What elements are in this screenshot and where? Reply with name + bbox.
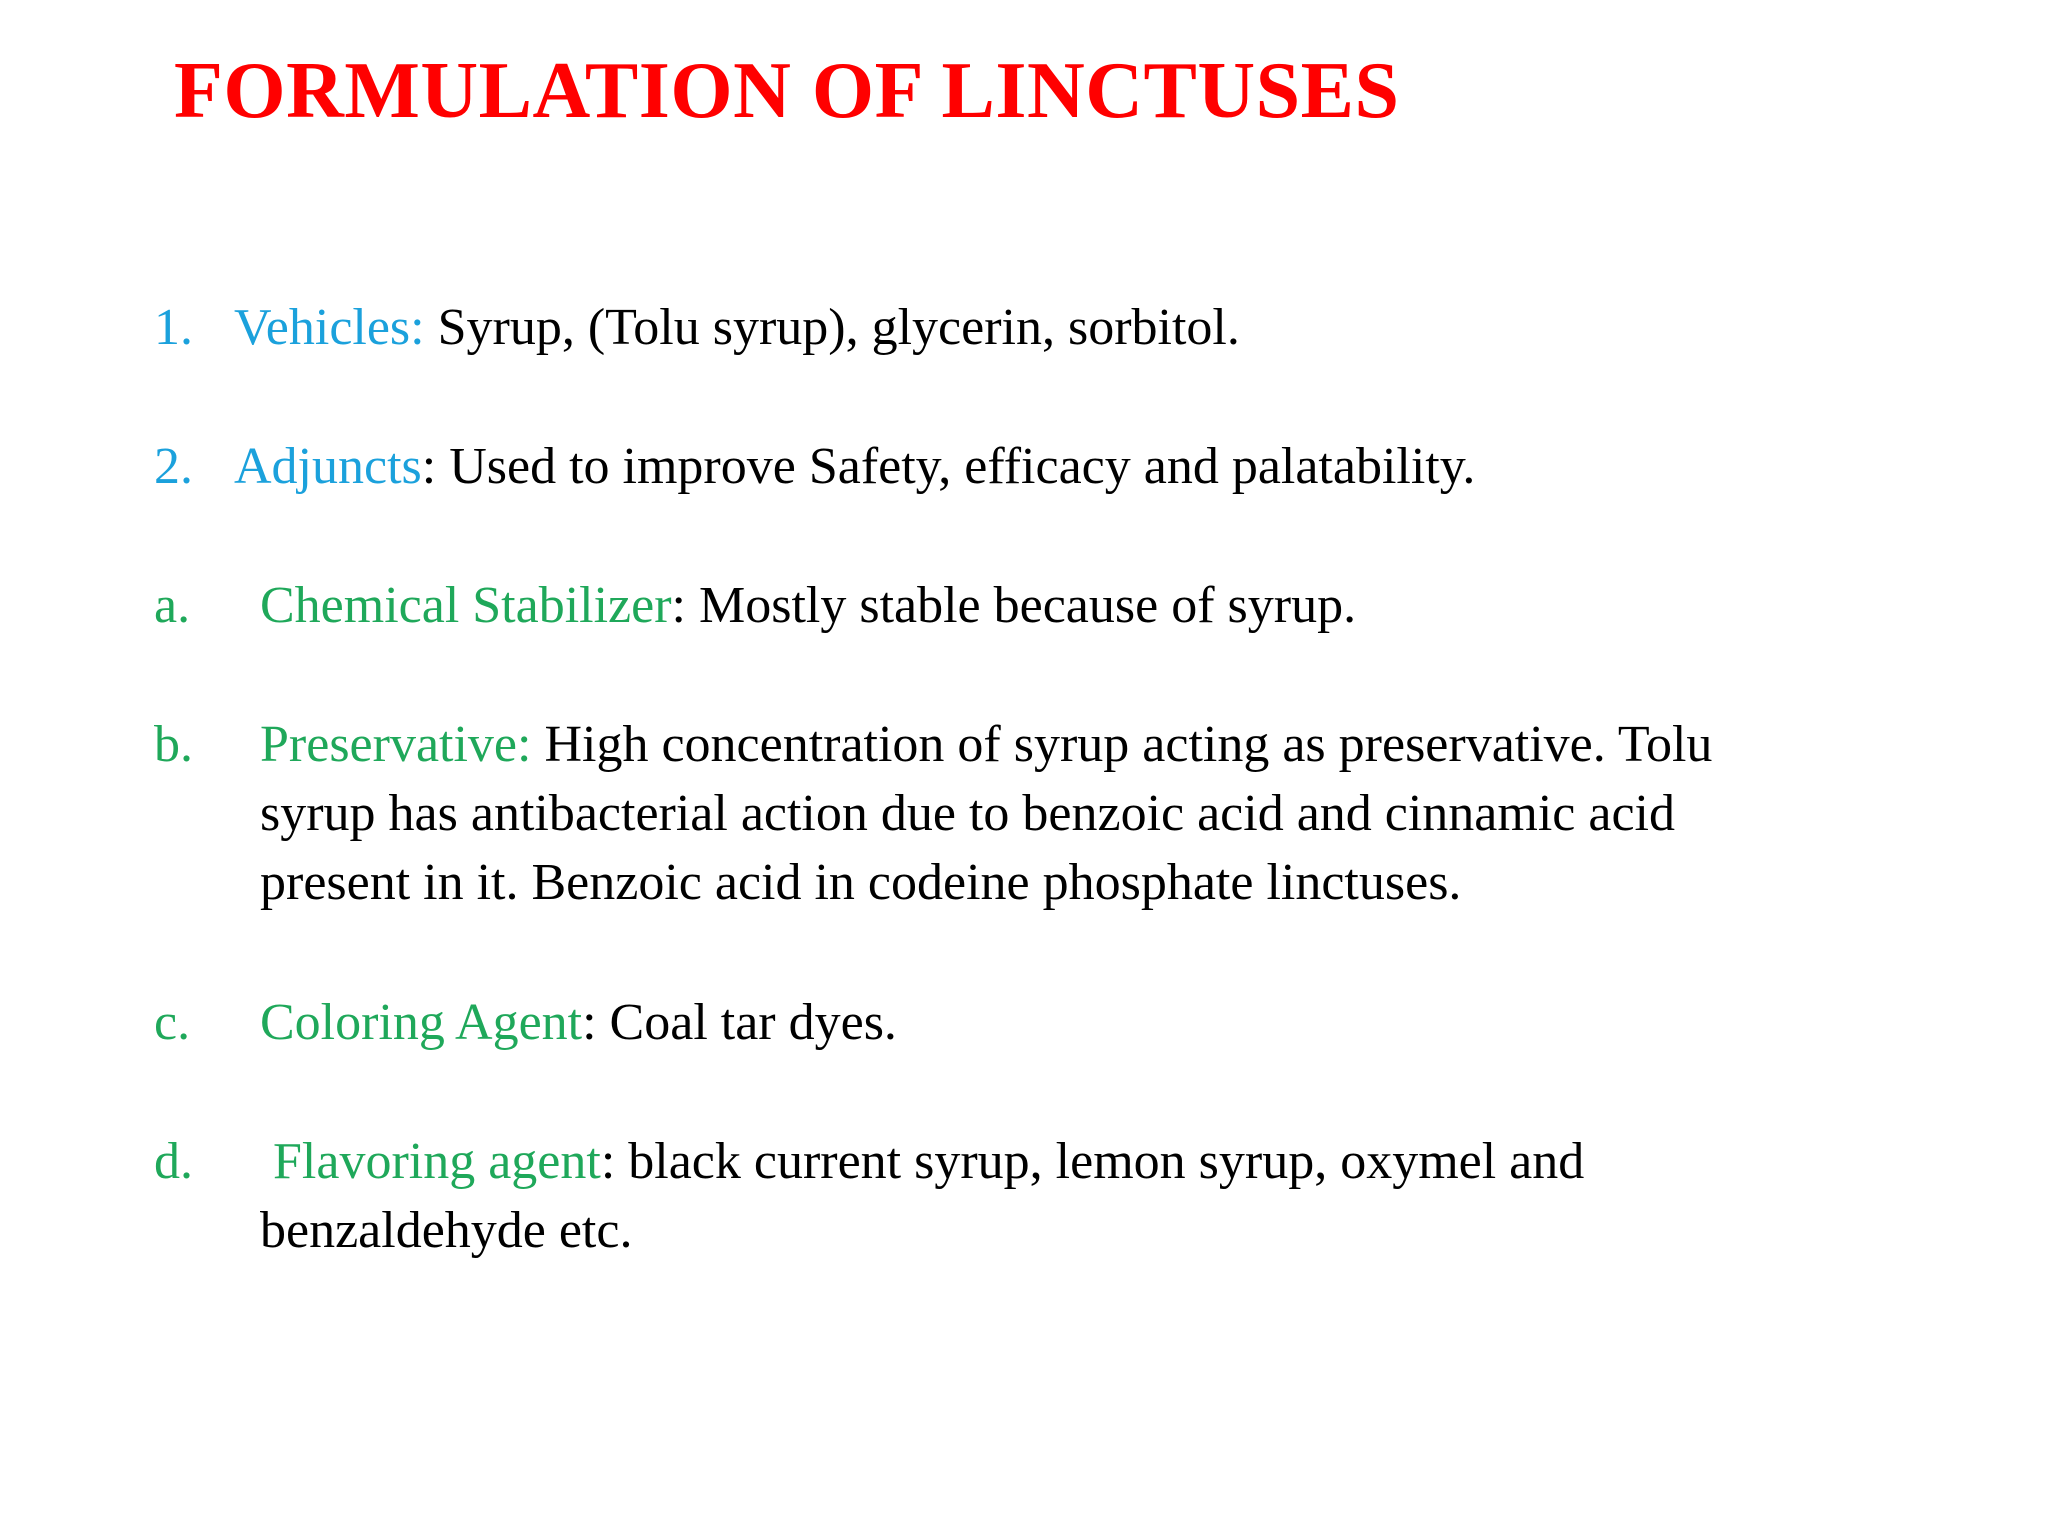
item-text: : Mostly stable because of syrup.	[671, 577, 1357, 634]
list-marker: d.	[154, 1133, 193, 1190]
item-text: : Used to improve Safety, efficacy and palatability.	[421, 438, 1476, 495]
list-item-chemical-stabilizer	[154, 572, 1356, 640]
list-item-coloring-agent	[154, 989, 897, 1057]
item-label: Adjuncts	[234, 438, 422, 495]
item-text-continuation: syrup has antibacterial action due to benzoic acid and cinnamic acid	[260, 785, 1675, 842]
list-item-preservative	[154, 711, 1712, 779]
item-text: High concentration of syrup acting as preservative. Tolu	[531, 716, 1713, 773]
list-marker: 2.	[154, 438, 193, 495]
item-label: Chemical Stabilizer	[260, 577, 672, 634]
item-text: Syrup, (Tolu syrup), glycerin, sorbitol.	[424, 299, 1240, 356]
item-text: : black current syrup, lemon syrup, oxymel and	[600, 1133, 1585, 1190]
list-marker: a.	[154, 577, 191, 634]
list-marker: c.	[154, 994, 191, 1051]
item-label: Vehicles:	[234, 299, 425, 356]
list-item-flavoring-agent	[154, 1128, 1584, 1196]
slide-title: FORMULATION OF LINCTUSES	[174, 47, 1400, 135]
list-item-adjuncts	[154, 433, 1475, 501]
item-label: Coloring Agent	[260, 994, 583, 1051]
list-marker: b.	[154, 716, 193, 773]
item-text-continuation: benzaldehyde etc.	[260, 1202, 633, 1259]
list-marker: 1.	[154, 299, 193, 356]
item-text: : Coal tar dyes.	[582, 994, 897, 1051]
item-text-continuation: present in it. Benzoic acid in codeine phosphate linctuses.	[260, 854, 1462, 911]
item-label: Preservative:	[260, 716, 532, 773]
list-item-vehicles	[154, 294, 1240, 362]
item-label: Flavoring agent	[260, 1133, 601, 1190]
